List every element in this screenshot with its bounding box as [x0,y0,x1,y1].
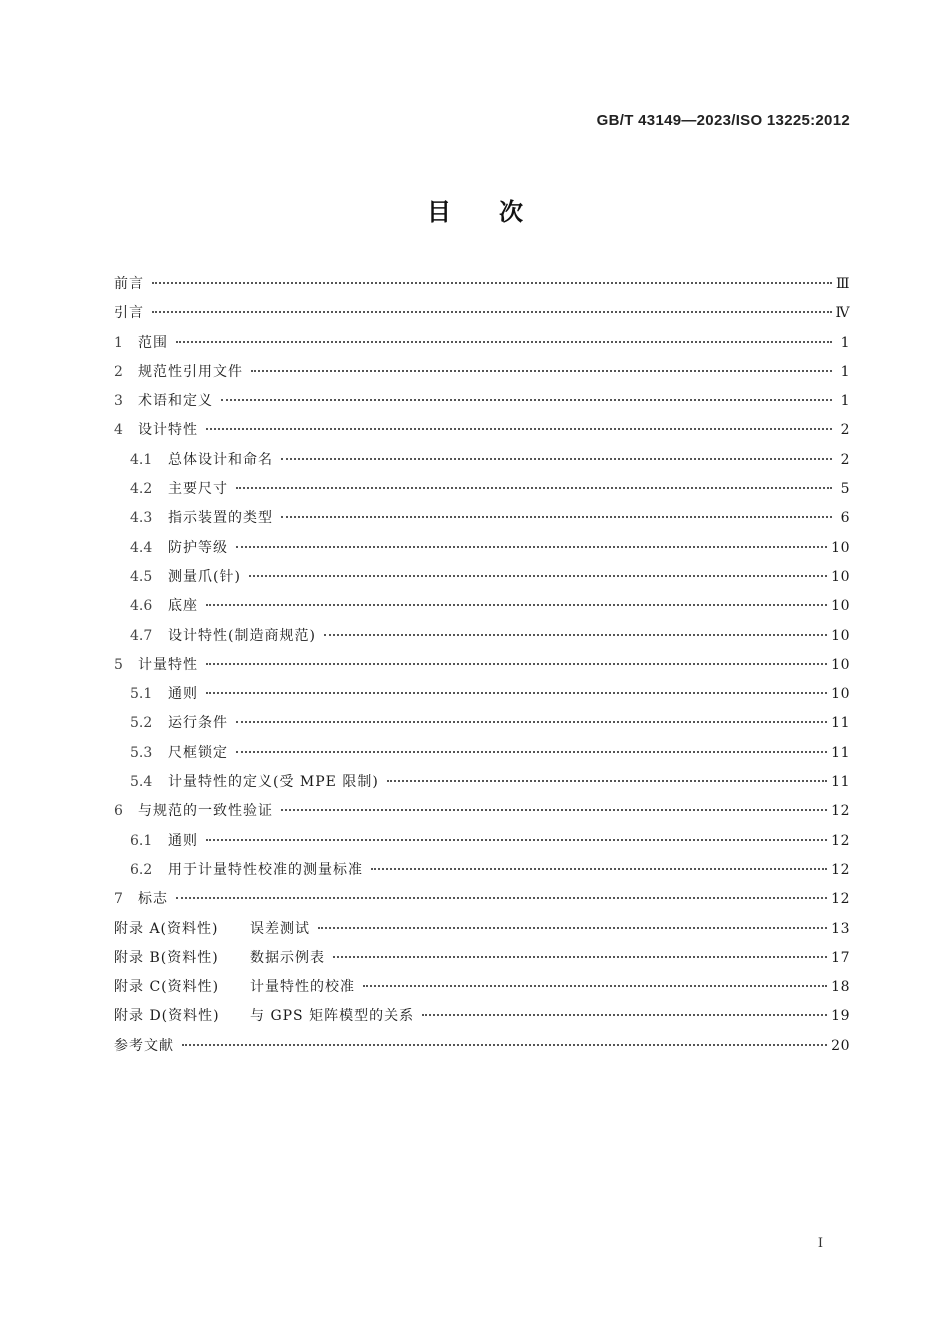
toc-entry-label: 通则 [168,832,198,849]
toc-entry-page: 1 [840,363,850,380]
toc-entry-annex[interactable] [114,1002,850,1031]
toc-entry[interactable] [114,329,850,358]
toc-entry-label: 参考文献 [114,1037,174,1054]
dot-leader [281,458,832,460]
dot-leader [206,663,827,665]
toc-entry-page: 10 [831,686,850,703]
toc-entry-label: 计量特性 [138,656,198,673]
toc-entry-page: 12 [831,832,850,849]
dot-leader [221,399,832,401]
toc-entry-label: 与 GPS 矩阵模型的关系 [250,1008,415,1025]
toc-entry-label: 设计特性(制造商规范) [168,627,316,644]
toc-entry-annex[interactable] [114,973,850,1002]
toc-entry-annex[interactable] [114,944,850,973]
annex-type: 附录 D(资料性) [114,1008,220,1025]
toc-entry-number: 3 [114,393,123,410]
toc-entry[interactable] [114,299,850,328]
page-title: 目次 [427,198,571,226]
toc-entry-label: 总体设计和命名 [168,451,273,468]
dot-leader [152,282,832,284]
toc-entry[interactable] [114,622,850,651]
toc-entry-label: 用于计量特性校准的测量标准 [168,861,363,878]
toc-entry-number: 5.4 [130,774,153,791]
toc-entry-label: 计量特性的定义(受 MPE 限制) [168,774,379,791]
toc-entry-page: 12 [831,861,850,878]
toc-entry[interactable] [114,739,850,768]
toc-entry[interactable] [114,827,850,856]
toc-entry[interactable] [114,768,850,797]
standard-code: GB/T 43149—2023/ISO 13225:2012 [596,112,850,129]
toc-entry-number: 2 [114,363,123,380]
toc-entry-label: 设计特性 [138,422,198,439]
toc-entry-page: 5 [840,481,850,498]
toc-entry-page: Ⅳ [835,305,850,322]
toc-entry-label: 标志 [138,891,168,908]
toc-entry-page: Ⅲ [835,276,850,292]
toc-entry-label: 术语和定义 [138,393,213,410]
dot-leader [236,546,827,548]
toc-entry-page: 6 [840,510,850,527]
dot-leader [281,516,832,518]
toc-entry-number: 4.6 [130,598,153,615]
toc-entry-number: 6.1 [130,832,153,849]
toc-entry-label: 通则 [168,686,198,703]
dot-leader [182,1044,827,1046]
toc-entry[interactable] [114,387,850,416]
toc-entry-label: 测量爪(针) [168,568,241,585]
toc-entry-number: 4.2 [130,481,153,498]
dot-leader [371,868,827,870]
toc-entry-label: 与规范的一致性验证 [138,803,273,820]
toc-entry-page: 17 [831,949,850,966]
annex-type: 附录 C(资料性) [114,979,220,996]
toc-entry[interactable] [114,856,850,885]
toc-entry-page: 10 [831,656,850,673]
toc-entry-page: 10 [831,539,850,556]
dot-leader [206,692,827,694]
toc-entry-label: 主要尺寸 [168,481,228,498]
toc-entry-number: 4 [114,422,123,439]
toc-entry-label: 防护等级 [168,539,228,556]
toc-entry-label: 引言 [114,305,144,322]
toc-entry-page: 12 [831,891,850,908]
toc-entry-number: 4.3 [130,510,153,527]
toc-entry-label: 前言 [114,276,144,292]
dot-leader [206,604,827,606]
toc-entry-page: 1 [840,334,850,351]
toc-entry-number: 6.2 [130,861,153,878]
toc-entry[interactable] [114,709,850,738]
dot-leader [236,751,827,753]
toc-entry-number: 5.2 [130,715,153,732]
toc-entry-number: 5.3 [130,744,153,761]
dot-leader [236,721,827,723]
toc-entry[interactable] [114,534,850,563]
dot-leader [176,897,827,899]
dot-leader [251,370,832,372]
toc-entry-page: 12 [831,803,850,820]
toc-entry-annex[interactable] [114,915,850,944]
dot-leader [249,575,827,577]
toc-entry-bibliography[interactable] [114,1032,850,1061]
toc-entry-label: 底座 [168,598,198,615]
toc-entries [114,270,850,915]
toc-entry-page: 19 [831,1008,850,1025]
toc-entry-label: 数据示例表 [250,949,325,966]
dot-leader [333,956,827,958]
toc-entry[interactable] [114,358,850,387]
toc-entry-number: 4.1 [130,451,153,468]
toc-entry[interactable] [114,446,850,475]
toc-entry-page: 1 [840,393,850,410]
toc-entry-label: 尺框锁定 [168,744,228,761]
table-of-contents [114,270,850,1061]
dot-leader [236,487,832,489]
toc-entry-number: 4.5 [130,568,153,585]
toc-entry[interactable] [114,797,850,826]
toc-entry[interactable] [114,504,850,533]
toc-entry-page: 2 [840,451,850,468]
toc-entry-label: 指示装置的类型 [168,510,273,527]
dot-leader [281,809,827,811]
toc-entry-label: 规范性引用文件 [138,363,243,380]
toc-entry-number: 6 [114,803,123,820]
toc-entry-number: 5.1 [130,686,153,703]
toc-entry-number: 7 [114,891,123,908]
toc-entry-number: 4.4 [130,539,153,556]
dot-leader [324,634,827,636]
toc-entry-label: 范围 [138,334,168,351]
toc-entry-number: 4.7 [130,627,153,644]
toc-entry[interactable] [114,651,850,680]
dot-leader [206,839,827,841]
toc-entry-page: 11 [831,715,850,732]
annex-type: 附录 A(资料性) [114,920,219,937]
toc-entry-page: 11 [831,744,850,761]
toc-entry-label: 误差测试 [250,920,310,937]
toc-entry-number: 1 [114,334,123,351]
toc-entry[interactable] [114,592,850,621]
annex-entries [114,915,850,1032]
dot-leader [152,311,832,313]
dot-leader [363,985,827,987]
dot-leader [387,780,827,782]
toc-entry-page: 10 [831,627,850,644]
toc-entry-number: 5 [114,656,123,673]
toc-entry-page: 20 [831,1037,850,1054]
toc-entry-page: 2 [840,422,850,439]
toc-entry[interactable] [114,563,850,592]
toc-entry-page: 11 [831,774,850,791]
toc-entry[interactable] [114,475,850,504]
toc-entry-page: 18 [831,979,850,996]
toc-entry[interactable] [114,270,850,299]
dot-leader [318,927,827,929]
toc-entry[interactable] [114,885,850,914]
toc-entry[interactable] [114,680,850,709]
dot-leader [422,1014,827,1016]
annex-type: 附录 B(资料性) [114,949,219,966]
toc-entry-page: 10 [831,568,850,585]
dot-leader [206,428,832,430]
toc-entry-page: 13 [831,920,850,937]
toc-entry-label: 运行条件 [168,715,228,732]
toc-entry-label: 计量特性的校准 [250,979,355,996]
page-number-footer: I [817,1236,823,1251]
dot-leader [176,341,832,343]
toc-entry[interactable] [114,416,850,445]
toc-entry-page: 10 [831,598,850,615]
